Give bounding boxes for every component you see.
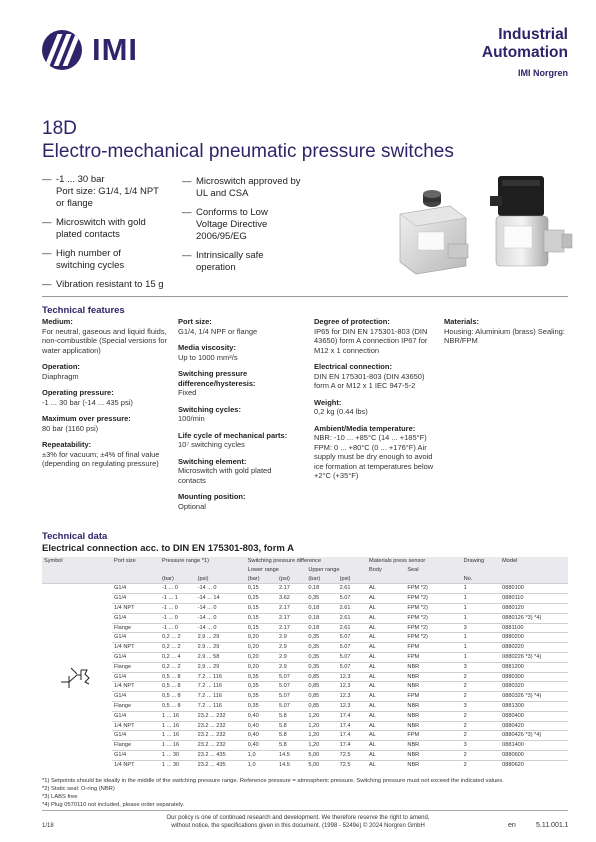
section-heading: Technical features — [42, 305, 125, 316]
feature-item: — Microswitch approved by UL and CSA — [182, 176, 322, 200]
features-col-4 — [444, 317, 568, 353]
feature-spec: Operation: Diaphragm — [42, 362, 80, 381]
table-row: G1/4 -1 ... 1 -14 ... 14 0,25 3.62 0,35 5.07 AL FPM *2) 1 0880110 — [42, 594, 568, 604]
document-reference: 5.11.001.1 — [536, 822, 569, 829]
table-row: G1/4 0,2 ... 4 2.9 ... 58 0,20 2.9 0,35 5.07 AL FPM 1 0880226 *3) *4) — [42, 652, 568, 662]
table-row: G1/4 -1 ... 0 -14 ... 0 0,15 2.17 0,18 2.61 AL FPM *2) 1 0880100 — [42, 584, 568, 594]
divider — [42, 296, 568, 297]
feature-item: — Microswitch with gold plated contacts — [42, 217, 182, 241]
feature-spec: Switching cycles: 100/min — [178, 404, 241, 423]
feature-list-right — [182, 176, 322, 281]
footer-disclaimer: Our policy is one of continued research and development. We therefore reserve the right to amend, without notice, the specifications given in this document. (1998 - 5249e) © 2024 Norgren GmbH — [166, 815, 430, 829]
section-subheading: Electrical connection acc. to DIN EN 175301-803, form A — [42, 543, 295, 554]
feature-spec: Repeatability: ±3% for vacuum; ±4% of final value (depending on regulating pressure) — [42, 440, 160, 468]
features-col-3 — [314, 317, 436, 488]
table-row: 1/4 NPT 1 ... 16 23.2 ... 232 0,40 5.8 1,20 17.4 AL NBR 2 0880420 — [42, 721, 568, 731]
feature-spec: Medium: For neutral, gaseous and liquid fluids, non-combustible (Special versions for water application) — [42, 317, 168, 355]
feature-spec: Operating pressure: -1 ... 30 bar (-14 ... 435 psi) — [42, 388, 133, 407]
feature-item: — Conforms to Low Voltage Directive 2006/95/EG — [182, 207, 322, 243]
imi-logo — [42, 30, 157, 70]
table-row: G1/4 1 ... 16 23.2 ... 232 0,40 5.8 1,20 17.4 AL NBR 2 0880400 — [42, 711, 568, 721]
product-photo — [390, 166, 580, 291]
feature-spec: Media viscosity: Up to 1000 mm²/s — [178, 343, 238, 362]
brand-name: Industrial Automation — [481, 26, 568, 61]
feature-item: — Vibration resistant to 15 g — [42, 279, 182, 291]
table-row: G1/4 0,2 ... 2 2.9 ... 29 0,20 2.9 0,35 5.07 AL FPM *2) 1 0880200 — [42, 633, 568, 643]
feature-list-left — [42, 174, 182, 298]
feature-spec: Switching element: Microswitch with gold plated contacts — [178, 456, 272, 485]
feature-spec: Degree of protection: IP65 for DIN EN 175301-803 (DIN 43650) form A connection IP67 for M12 x 1 connection — [314, 317, 428, 355]
page-title: Electro-mechanical pneumatic pressure switches — [42, 141, 454, 162]
product-code: 18D — [42, 118, 77, 139]
footnotes: *1) Setpoints should be ideally in the middle of the switching pressure range. Reference pressure = atmospheric pressure. Switching pressure must not exceed the indicated values. *2) Static seal: O-ring (NBR) *3) LABS free *4) Plug 0570110 not included, please order separately. — [42, 778, 504, 808]
feature-spec: Maximum over pressure: 80 bar (1160 psi) — [42, 414, 131, 433]
features-col-1 — [42, 317, 168, 476]
feature-spec: Life cycle of mechanical parts: 10⁷ switching cycles — [178, 430, 288, 449]
table-header-row: Lower range Upper range Body Seal — [42, 566, 568, 575]
feature-item: — Intrinsically safe operation — [182, 250, 322, 274]
logo-text: IMI — [92, 32, 139, 67]
sub-brand: IMI Norgren — [517, 68, 568, 78]
table-row: Flange 0,2 ... 2 2.9 ... 29 0,20 2.9 0,35 5.07 AL NBR 3 0881200 — [42, 662, 568, 672]
switch-symbol-icon — [42, 584, 112, 770]
footer-divider — [42, 810, 568, 811]
table-row: Flange 0,5 ... 8 7.2 ... 116 0,35 5.07 0,85 12.3 AL NBR 3 0881300 — [42, 701, 568, 711]
feature-spec: Mounting position: Optional — [178, 492, 246, 511]
table-row: 1/4 NPT -1 ... 0 -14 ... 0 0,15 2.17 0,18 2.61 AL FPM *2) 1 0880120 — [42, 603, 568, 613]
feature-item: — -1 ... 30 bar Port size: G1/4, 1/4 NPT or flange — [42, 174, 182, 210]
table-row: G1/4 1 ... 16 23.2 ... 232 0,40 5.8 1,20 17.4 AL FPM 2 0880426 *3) *4) — [42, 731, 568, 741]
feature-spec: Materials: Housing: Aluminium (brass) Sealing: NBR/FPM — [444, 317, 565, 345]
language-code: en — [508, 822, 516, 829]
table-header-row: (bar) (psi) (bar) (psi) (bar) (psi) No. — [42, 575, 568, 584]
table-row: G1/4 0,5 ... 8 7.2 ... 116 0,35 5.07 0,85 12.3 AL NBR 2 0880300 — [42, 672, 568, 682]
table-row: Flange 1 ... 16 23.2 ... 232 0,40 5.8 1,20 17.4 AL NBR 3 0881400 — [42, 741, 568, 751]
feature-spec: Electrical connection: DIN EN 175301-803 (DIN 43650) form A or M12 x 1 IEC 947-5-2 — [314, 362, 425, 390]
table-row: G1/4 0,5 ... 8 7.2 ... 116 0,35 5.07 0,85 12.3 AL FPM 2 0880326 *3) *4) — [42, 692, 568, 702]
table-row: G1/4 -1 ... 0 -14 ... 0 0,15 2.17 0,18 2.61 AL FPM *2) 1 0880126 *3) *4) — [42, 613, 568, 623]
features-col-2 — [178, 317, 296, 518]
table-row: 1/4 NPT 0,5 ... 8 7.2 ... 116 0,35 5.07 0,85 12.3 AL NBR 2 0880320 — [42, 682, 568, 692]
logo-mark — [42, 30, 82, 70]
table-row: 1/4 NPT 1 ... 30 23.2 ... 435 1,0 14.5 5,00 72.5 AL NBR 2 0880620 — [42, 760, 568, 769]
feature-spec: Switching pressure difference/hysteresis: Fixed — [178, 369, 256, 397]
table-row: 1/4 NPT 0,2 ... 2 2.9 ... 29 0,20 2.9 0,35 5.07 AL FPM 1 0880220 — [42, 643, 568, 653]
technical-data-table — [42, 557, 568, 770]
section-heading: Technical data — [42, 531, 108, 542]
feature-item: — High number of switching cycles — [42, 248, 182, 272]
feature-spec: Ambient/Media temperature: NBR: -10 ... +85°C (14 ... +185°F) FPM: 0 ... +80°C (0 ... +176°F) Air supply must be dry enough to avoid ice formation at temperatures below +2°C (+35°F) — [314, 423, 434, 480]
feature-spec: Weight: 0,2 kg (0.44 lbs) — [314, 397, 368, 416]
page-number: 1/18 — [42, 823, 54, 829]
table-header-row: Symbol Port size Pressure range *1) Switching pressure difference Materials press sensor Drawing Model — [42, 557, 568, 566]
table-row: Flange -1 ... 0 -14 ... 0 0,15 2.17 0,18 2.61 AL FPM *2) 3 0881100 — [42, 623, 568, 633]
table-row: G1/4 1 ... 30 23.2 ... 435 1,0 14.5 5,00 72.5 AL NBR 2 0880600 — [42, 750, 568, 760]
feature-spec: Port size: G1/4, 1/4 NPF or flange — [178, 317, 258, 336]
